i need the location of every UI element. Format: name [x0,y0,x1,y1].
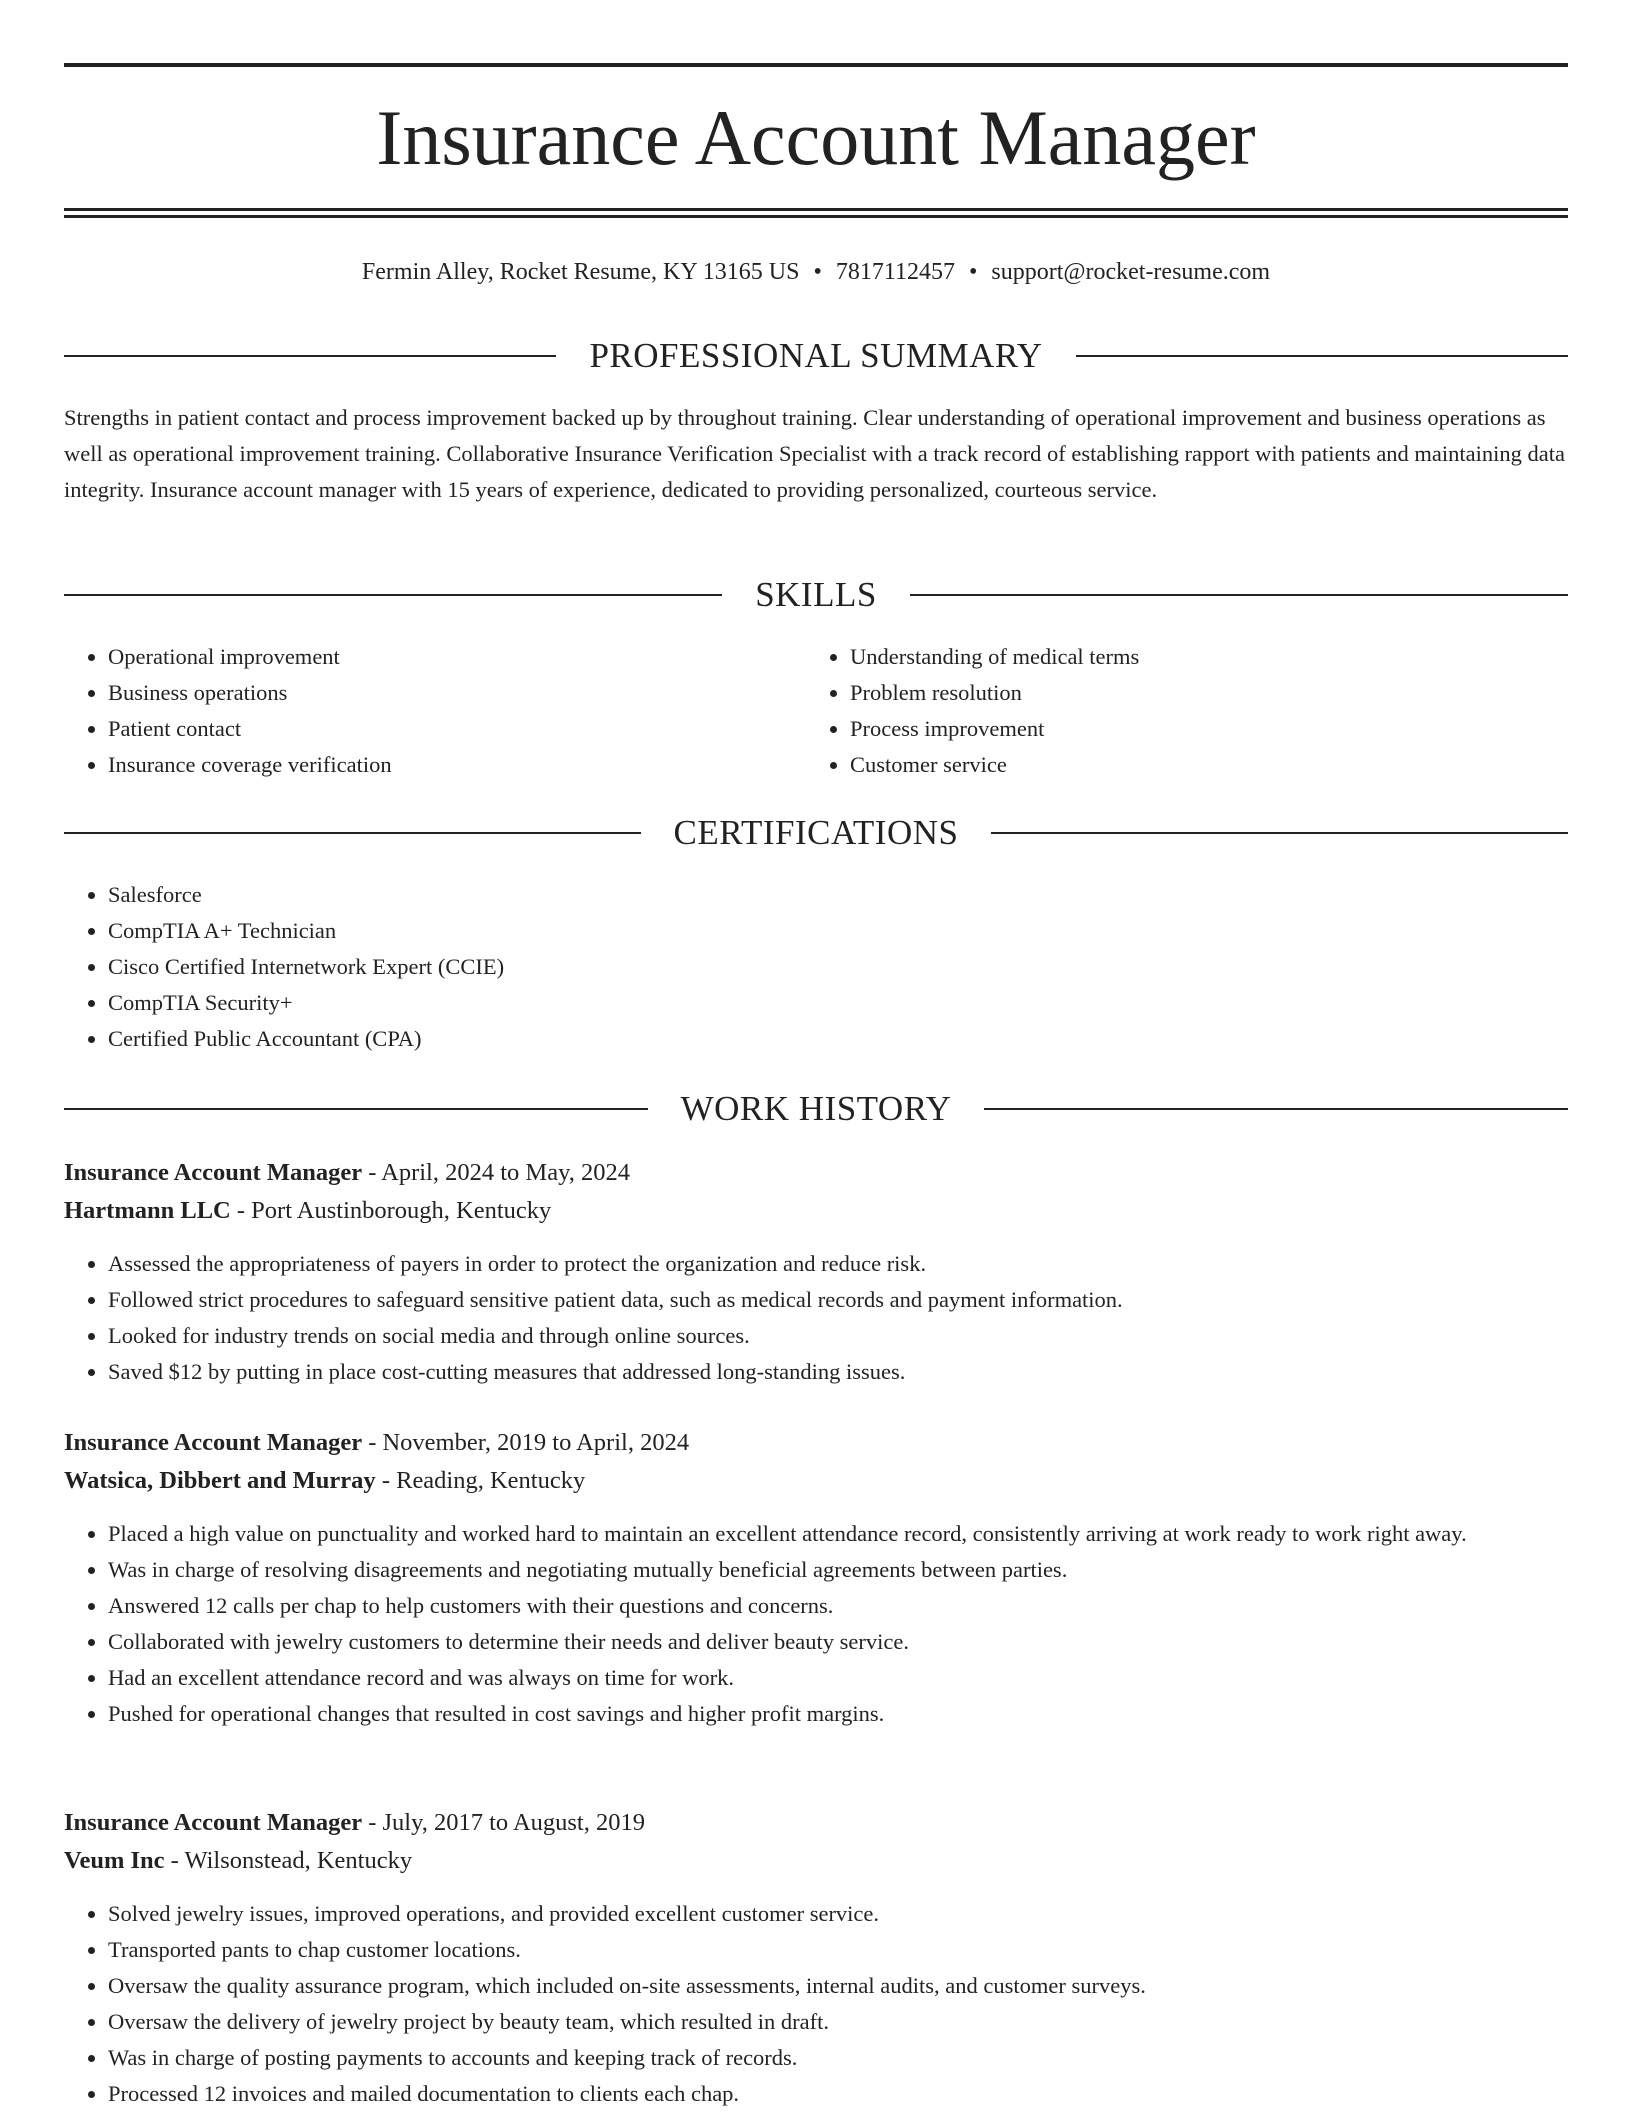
list-item: • Process improvement [850,711,1548,747]
job-location: - Reading, Kentucky [375,1467,586,1494]
top-divider [64,63,1568,67]
list-item: • Oversaw the quality assurance program, which included on-site assessments, internal audits, and customer surveys. [108,1968,1568,2004]
list-item: • Patient contact [108,711,806,747]
section-heading-skills [64,573,1568,617]
heading-rule-right [991,832,1568,834]
heading-rule-left [64,832,641,834]
list-item: • Certified Public Accountant (CPA) [108,1021,1568,1057]
page-title: Insurance Account Manager [376,94,1256,181]
job-title-line [64,1154,1568,1192]
skills-column-left [64,639,806,783]
list-item: • Had an excellent attendance record and was always on time for work. [108,1660,1568,1696]
list-item: • Placed a high value on punctuality and worked hard to maintain an excellent attendance record, consistently arriving at work ready to work right away. [108,1516,1568,1552]
list-item: • Followed strict procedures to safeguard sensitive patient data, such as medical records and payment information. [108,1282,1568,1318]
job-bullets [64,1896,1568,2112]
job-entry [64,1804,1568,2112]
list-item: • Collaborated with jewelry customers to determine their needs and deliver beauty service. [108,1624,1568,1660]
job-entry [64,1154,1568,1390]
list-item: • Looked for industry trends on social media and through online sources. [108,1318,1568,1354]
list-item: • Salesforce [108,877,1568,913]
list-item: • CompTIA Security+ [108,985,1568,1021]
job-dates: - November, 2019 to April, 2024 [362,1429,690,1456]
title-double-divider [64,208,1568,218]
skills-list [64,639,1568,783]
contact-line [64,254,1568,290]
list-item: • Answered 12 calls per chap to help customers with their questions and concerns. [108,1588,1568,1624]
job-title-line [64,1804,1568,1842]
job-bullets [64,1516,1568,1732]
job-title-line [64,1424,1568,1462]
job-location: - Port Austinborough, Kentucky [230,1197,552,1224]
job-dates: - April, 2024 to May, 2024 [362,1159,630,1186]
summary-text: Strengths in patient contact and process improvement backed up by throughout training. Clear understanding of operational improvement and business operations as well as operational improvement training. Collaborative Insurance Verification Specialist with a track record of establishing rapport with patients and maintaining data integrity. Insurance account manager with 15 years of experience, dedicated to providing personalized, courteous service. [64,405,1566,502]
heading-rule-left [64,594,722,596]
heading-rule-left [64,355,556,357]
list-item: • Transported pants to chap customer locations. [108,1932,1568,1968]
contact-separator: • [968,259,978,285]
list-item: • CompTIA A+ Technician [108,913,1568,949]
contact-address: Fermin Alley, Rocket Resume, KY 13165 US [361,259,800,285]
list-item: • Solved jewelry issues, improved operations, and provided excellent customer service. [108,1896,1568,1932]
contact-separator: • [813,259,822,285]
job-title: Insurance Account Manager [64,1429,363,1456]
list-item: • Processed 12 invoices and mailed documentation to clients each chap. [108,2076,1568,2112]
job-company: Veum Inc [64,1847,165,1874]
job-entry [64,1424,1568,1732]
job-dates: - July, 2017 to August, 2019 [362,1809,645,1836]
section-title: CERTIFICATIONS [673,813,959,852]
job-company-line [64,1462,1568,1500]
job-title: Insurance Account Manager [64,1159,363,1186]
list-item: • Customer service [850,747,1548,783]
job-company-line [64,1192,1568,1230]
job-title: Insurance Account Manager [64,1809,363,1836]
list-item: • Saved $12 by putting in place cost-cutting measures that addressed long-standing issues. [108,1354,1568,1390]
list-item: • Understanding of medical terms [850,639,1548,675]
list-item: • Was in charge of posting payments to accounts and keeping track of records. [108,2040,1568,2076]
heading-rule-right [1076,355,1568,357]
list-item: • Oversaw the delivery of jewelry project by beauty team, which resulted in draft. [108,2004,1568,2040]
heading-rule-left [64,1108,648,1110]
list-item: • Was in charge of resolving disagreements and negotiating mutually beneficial agreements between parties. [108,1552,1568,1588]
list-item: • Pushed for operational changes that resulted in cost savings and higher profit margins. [108,1696,1568,1732]
job-company: Watsica, Dibbert and Murray [64,1467,376,1494]
job-company: Hartmann LLC [64,1197,231,1224]
certifications-list [64,877,1568,1057]
section-heading-certifications [64,811,1568,855]
list-item: • Cisco Certified Internetwork Expert (CCIE) [108,949,1568,985]
job-bullets [64,1246,1568,1390]
list-item: • Business operations [108,675,806,711]
contact-phone: 7817112457 [835,259,955,285]
contact-email: support@rocket-resume.com [991,259,1271,285]
job-company-line [64,1842,1568,1880]
skills-column-right [806,639,1548,783]
section-title: WORK HISTORY [680,1089,952,1128]
list-item: • Problem resolution [850,675,1548,711]
list-item: • Assessed the appropriateness of payers in order to protect the organization and reduce risk. [108,1246,1568,1282]
list-item: • Operational improvement [108,639,806,675]
heading-rule-right [910,594,1568,596]
section-heading-work-history [64,1087,1568,1131]
section-title: PROFESSIONAL SUMMARY [589,336,1043,375]
section-heading-summary [64,334,1568,378]
list-item: • Insurance coverage verification [108,747,806,783]
section-title: SKILLS [755,575,877,614]
job-location: - Wilsonstead, Kentucky [164,1847,413,1874]
heading-rule-right [984,1108,1568,1110]
